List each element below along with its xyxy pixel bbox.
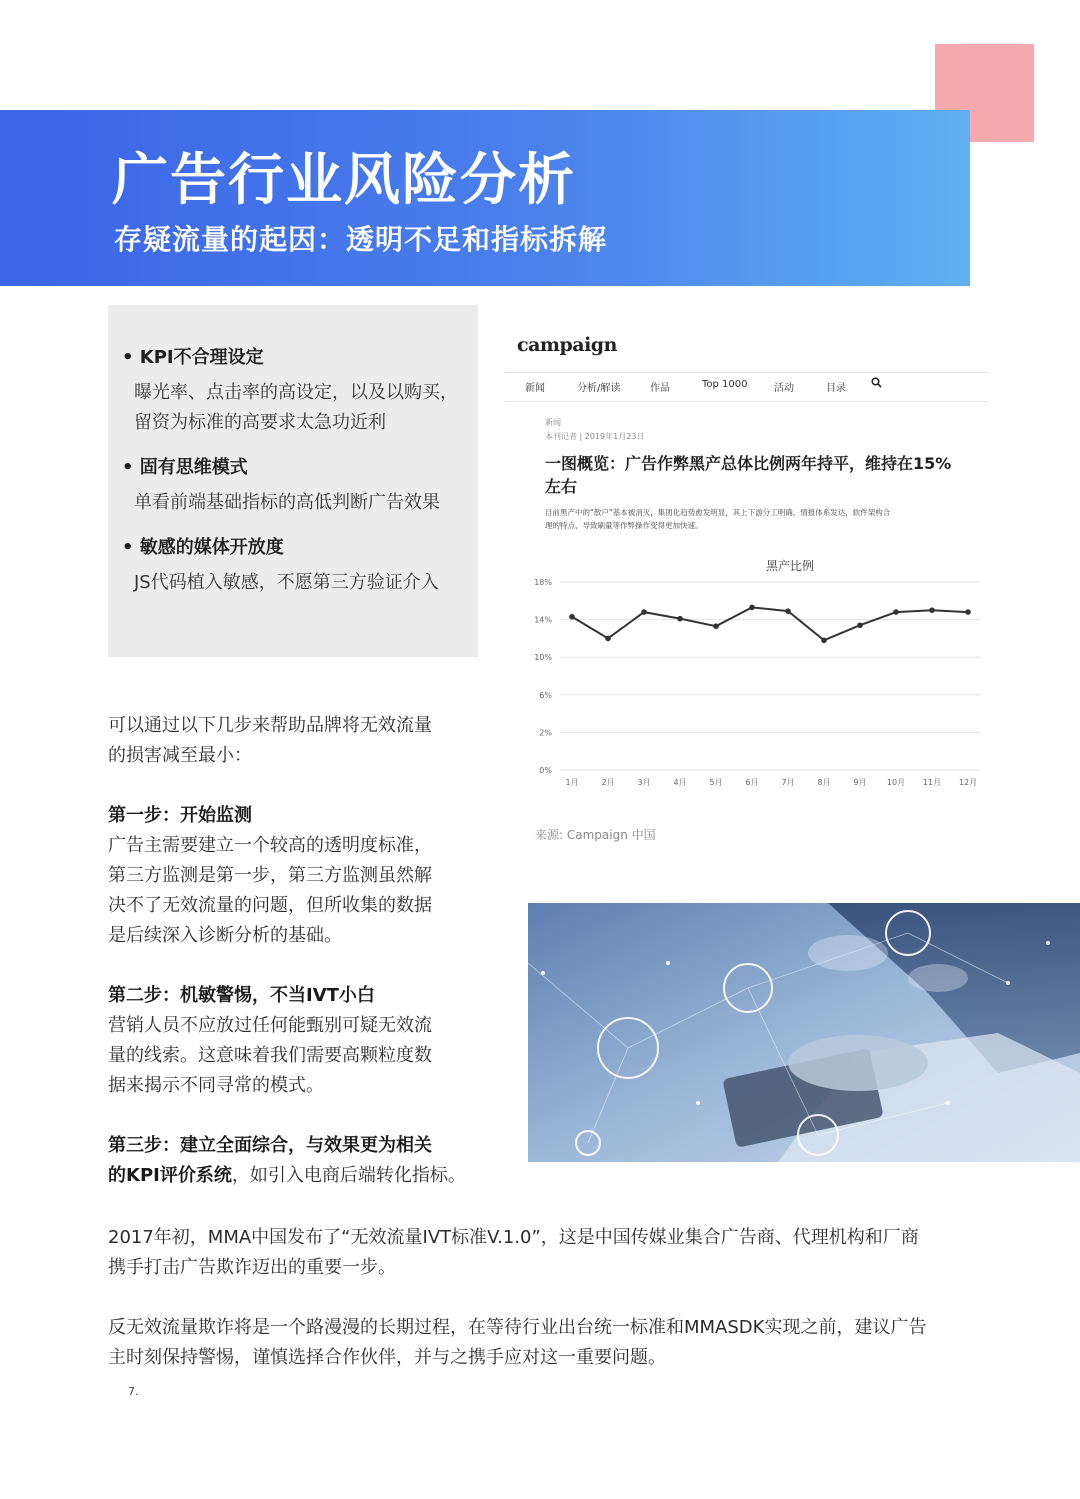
page-title: 广告行业风险分析: [112, 148, 576, 213]
data-point: [605, 636, 611, 642]
cause-heading: • 敏感的媒体开放度: [122, 537, 284, 558]
y-tick-label: 6%: [539, 690, 552, 700]
closing-paragraph-1: [108, 1223, 988, 1283]
campaign-nav: [505, 372, 988, 402]
cause-line: 单看前端基础指标的高低判断广告效果: [134, 492, 440, 513]
data-point: [821, 637, 827, 643]
step-line: 第三方监测是第一步，第三方监测虽然解: [108, 865, 432, 886]
x-tick-label: 8月: [817, 778, 831, 787]
article-lede: [545, 506, 975, 532]
data-point: [857, 622, 863, 628]
step-title: 第二步：机敏警惕，不当IVT小白: [108, 985, 375, 1006]
closing-line: 2017年初，MMA中国发布了“无效流量IVT标准V.1.0”，这是中国传媒业集合广告商、代理机构和厂商: [108, 1227, 919, 1248]
cause-text: [134, 568, 479, 598]
step-tail: ，如引入电商后端转化指标。: [231, 1165, 466, 1186]
cause-text: [134, 488, 479, 518]
step-2: [108, 981, 432, 1101]
cause-line: JS代码植入敏感，不愿第三方验证介入: [134, 572, 439, 593]
closing-line: 携手打击广告欺诈迈出的重要一步。: [108, 1257, 396, 1278]
step-1: [108, 801, 432, 951]
step-3: [108, 1131, 466, 1191]
cause-heading: • KPI不合理设定: [122, 347, 264, 368]
y-tick-label: 10%: [534, 653, 552, 663]
step-title: 第三步：建立全面综合，与效果更为相关: [108, 1135, 432, 1156]
chart-title: 黑产比例: [765, 559, 815, 573]
lede-line: 理的特点，导致刷量等作弊操作变得更加快速。: [545, 521, 703, 530]
campaign-logo: campaign: [517, 334, 617, 356]
x-tick-label: 6月: [745, 778, 759, 787]
step-line: [108, 1161, 466, 1191]
step-title-tail: 的KPI评价系统: [108, 1165, 232, 1186]
cause-line: 曝光率、点击率的高设定，以及以购买，: [134, 382, 458, 403]
nav-item: 新闻: [525, 383, 545, 394]
y-tick-label: 0%: [539, 766, 552, 775]
data-point: [641, 609, 647, 615]
nav-item: 目录: [826, 383, 846, 394]
headline-line: 左右: [545, 477, 578, 496]
intro-paragraph: [108, 711, 432, 771]
nav-item: 活动: [774, 383, 794, 394]
causes-box: [108, 305, 478, 657]
cause-line: 留资为标准的高要求太急功近利: [134, 412, 386, 433]
business-calculator-photo: [528, 903, 1080, 1162]
black-market-ratio-chart: [505, 550, 988, 795]
intro-line: 可以通过以下几步来帮助品牌将无效流量: [108, 715, 432, 736]
nav-item: Top 1000: [702, 379, 748, 390]
step-title: 第一步：开始监测: [108, 805, 252, 826]
cause-text: [134, 378, 479, 438]
x-tick-label: 2月: [601, 778, 615, 787]
y-tick-label: 2%: [539, 728, 552, 738]
step-line: 据来揭示不同寻常的模式。: [108, 1075, 324, 1096]
data-point: [929, 607, 935, 613]
closing-paragraph-2: [108, 1313, 988, 1373]
search-icon: [871, 377, 882, 391]
page-number: 7.: [128, 1385, 139, 1398]
y-tick-label: 14%: [534, 615, 552, 625]
x-tick-label: 12月: [958, 778, 978, 787]
data-point: [785, 608, 791, 614]
y-tick-label: 18%: [534, 578, 552, 587]
data-point: [893, 609, 899, 615]
cause-heading: • 固有思维模式: [122, 457, 248, 478]
nav-item: 作品: [650, 383, 670, 394]
x-tick-label: 7月: [781, 778, 795, 787]
intro-line: 的损害减至最小：: [108, 745, 252, 766]
data-point: [677, 616, 683, 622]
closing-line: 反无效流量欺诈将是一个路漫漫的长期过程，在等待行业出台统一标准和MMASDK实现之前，建议广告: [108, 1317, 927, 1338]
data-point: [569, 614, 575, 620]
title-banner: [0, 110, 970, 286]
x-tick-label: 5月: [709, 778, 723, 787]
article-category: 新闻: [545, 418, 561, 427]
closing-line: 主时刻保持警惕，谨慎选择合作伙伴，并与之携手应对这一重要问题。: [108, 1347, 666, 1368]
series-line: [572, 607, 968, 640]
article-headline: [545, 452, 975, 498]
chart-source: 来源: Campaign 中国: [535, 828, 656, 842]
lede-line: 目前黑产中的“散户”基本被消灭，集团化趋势愈发明显，其上下游分工明确、情报体系发达，软件架构合: [545, 508, 891, 517]
x-tick-label: 1月: [565, 778, 579, 787]
x-tick-label: 3月: [637, 778, 651, 787]
page-subtitle: 存疑流量的起因：透明不足和指标拆解: [114, 223, 608, 256]
x-tick-label: 9月: [853, 778, 867, 787]
headline-line: 一图概览：广告作弊黑产总体比例两年持平，维持在15%: [545, 454, 952, 473]
step-line: 广告主需要建立一个较高的透明度标准，: [108, 835, 432, 856]
step-line: 量的线索。这意味着我们需要高颗粒度数: [108, 1045, 432, 1066]
step-line: 是后续深入诊断分析的基础。: [108, 925, 342, 946]
campaign-article-screenshot: [505, 320, 988, 800]
x-tick-label: 4月: [673, 778, 687, 787]
nav-item: 分析/解读: [577, 383, 621, 394]
x-tick-label: 11月: [922, 778, 942, 787]
data-point: [713, 623, 719, 629]
data-point: [965, 609, 971, 615]
step-line: 营销人员不应放过任何能甄别可疑无效流: [108, 1015, 432, 1036]
article-byline: 本刊记者 | 2019年1月23日: [545, 432, 645, 441]
step-line: 决不了无效流量的问题，但所收集的数据: [108, 895, 432, 916]
data-point: [749, 605, 755, 611]
x-tick-label: 10月: [886, 778, 906, 787]
